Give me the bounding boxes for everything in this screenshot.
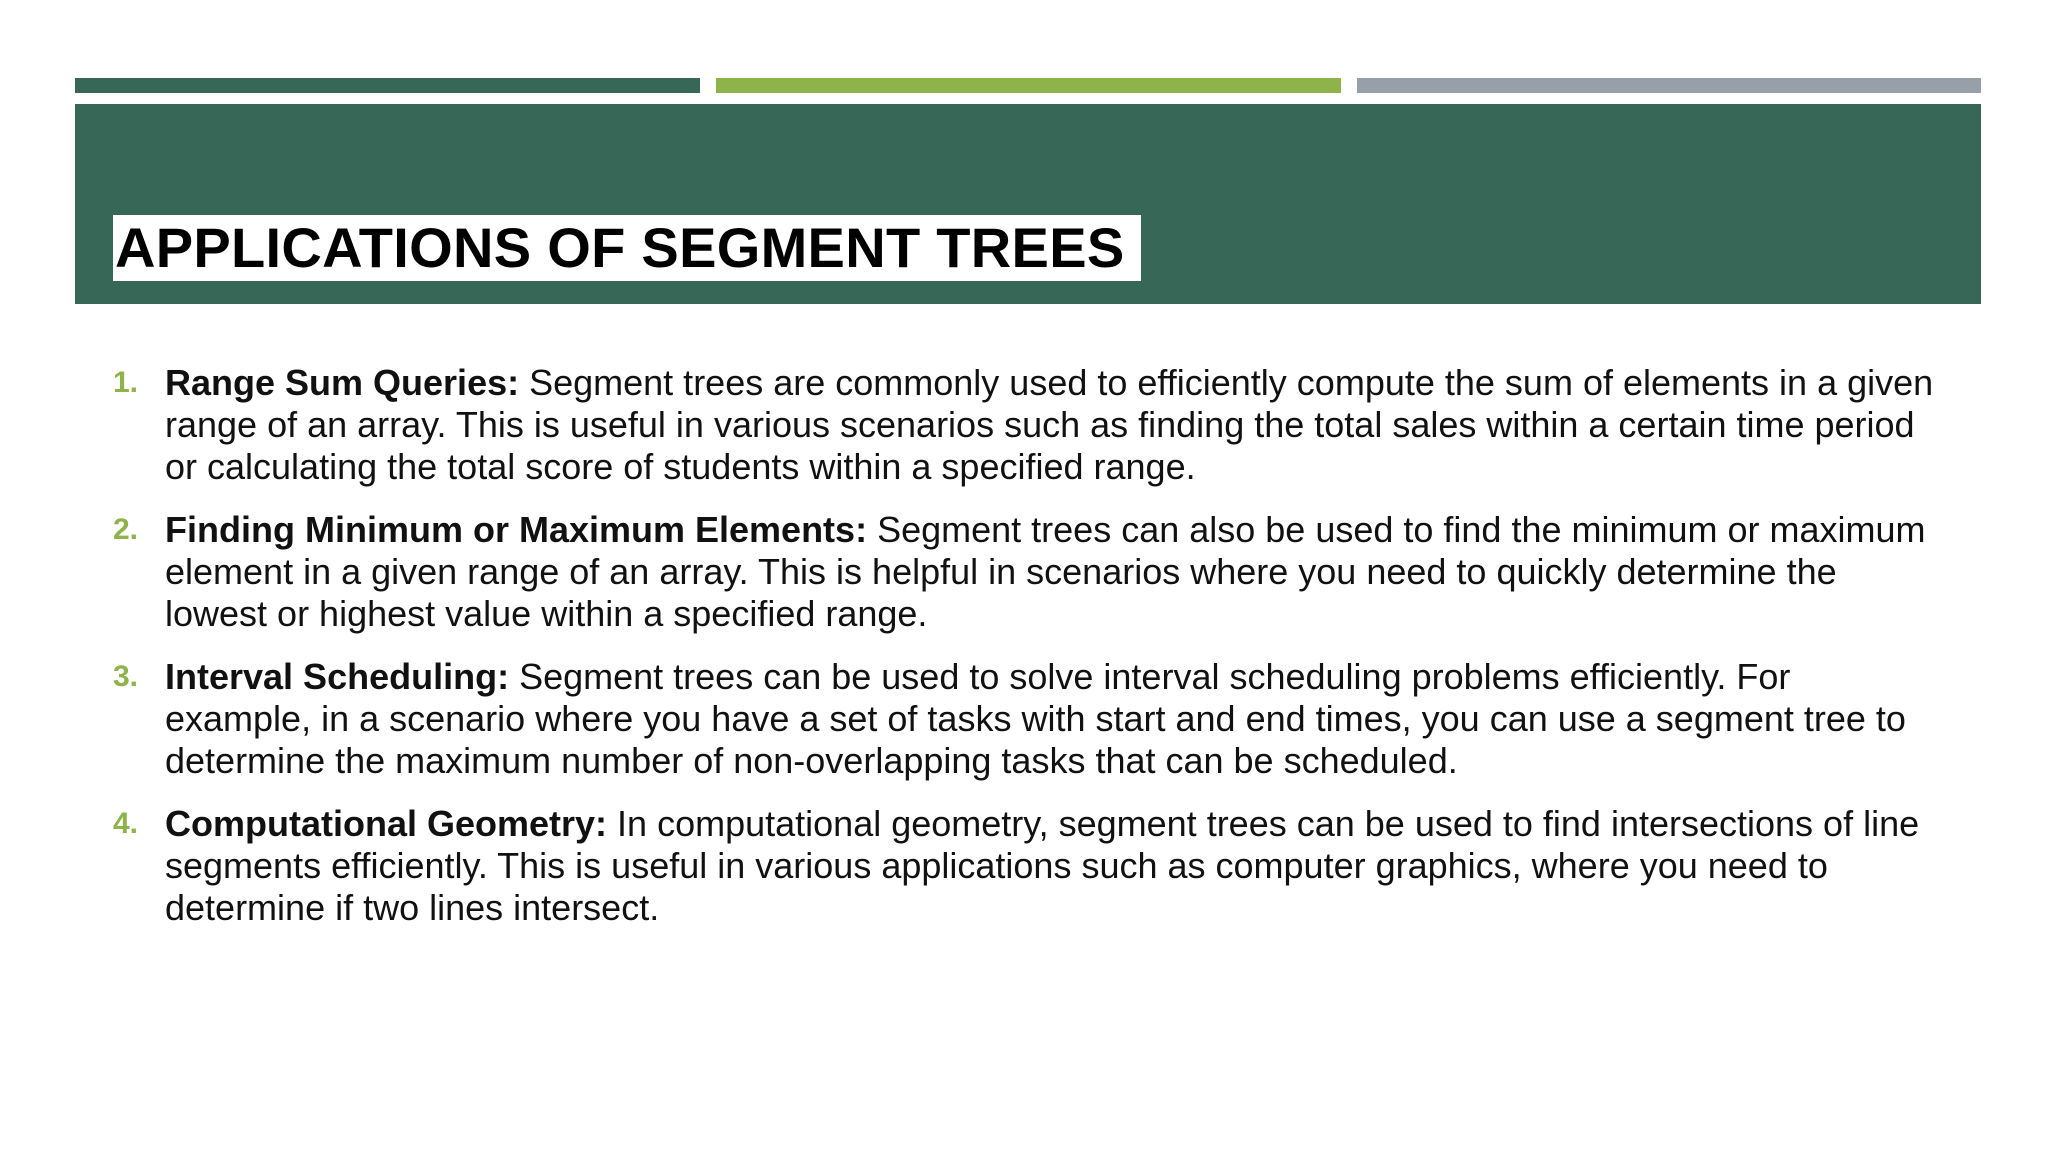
list-number: 2. [113,513,139,546]
list-number: 3. [113,660,139,693]
accent-bar-green [75,78,700,93]
list-item [113,656,1943,782]
list-item [113,803,1943,929]
list-item-body: In computational geometry, segment trees can be used to find intersections of line segments efficiently. This is useful in various applications such as computer graphics, where you need to determine if two lines intersect. [165,803,1920,928]
list-item-body: Segment trees are commonly used to efficiently compute the sum of elements in a given range of an array. This is useful in various scenarios such as finding the total sales within a certain time period or calculating the total score of students within a specified range. [165,362,1934,487]
list-item-heading: Finding Minimum or Maximum Elements: [165,509,868,550]
list-item-body: Segment trees can also be used to find the minimum or maximum element in a given range of an array. This is helpful in scenarios where you need to quickly determine the lowest or highest value within a specified range. [165,509,1926,634]
title-box [113,215,1141,281]
accent-bar-lime [716,78,1341,93]
content-list [113,362,1943,950]
list-item-body: Segment trees can be used to solve interval scheduling problems efficiently. For example, in a scenario where you have a set of tasks with start and end times, you can use a segment tree to determine the maximum number of non-overlapping tasks that can be scheduled. [165,656,1906,781]
list-item-heading: Range Sum Queries: [165,362,520,403]
list-number: 1. [113,366,139,399]
list-item-heading: Interval Scheduling: [165,656,510,697]
list-item [113,509,1943,635]
list-number: 4. [113,807,139,840]
list-item [113,362,1943,488]
list-item-heading: Computational Geometry: [165,803,608,844]
accent-bar-gray [1357,78,1981,93]
slide-title: APPLICATIONS OF SEGMENT TREES [115,216,1125,279]
